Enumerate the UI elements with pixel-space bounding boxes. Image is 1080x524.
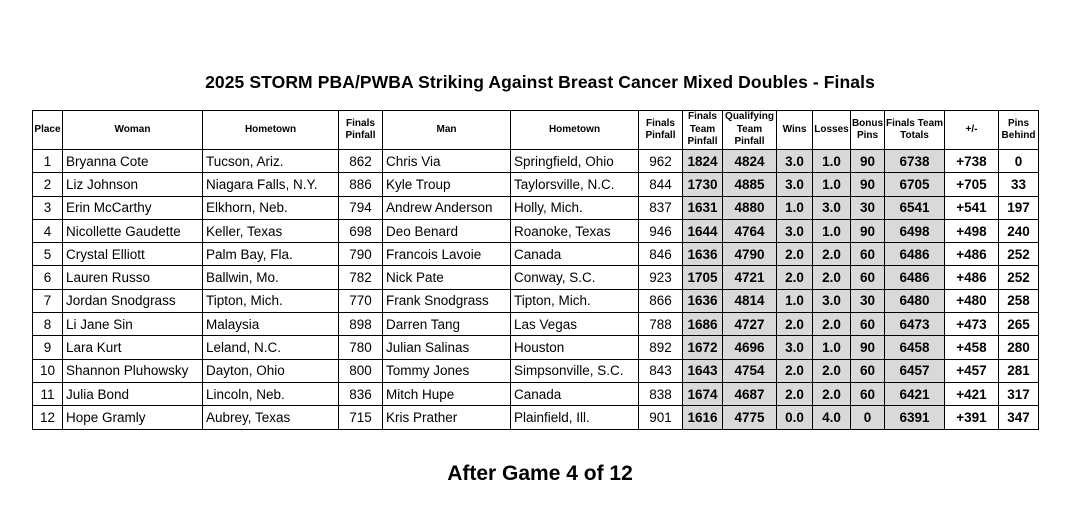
- place-cell: 6: [33, 266, 63, 289]
- team-pinfall-cell: 1631: [683, 196, 723, 219]
- wins-cell: 2.0: [777, 313, 813, 336]
- woman-cell: Li Jane Sin: [63, 313, 203, 336]
- team-totals-cell: 6421: [885, 382, 945, 405]
- header-bonus-pins: Bonus Pins: [851, 111, 885, 150]
- pins-behind-cell: 280: [999, 336, 1039, 359]
- place-cell: 4: [33, 219, 63, 242]
- losses-cell: 2.0: [813, 382, 851, 405]
- plus-minus-cell: +498: [945, 219, 999, 242]
- woman-pinfall-cell: 898: [339, 313, 383, 336]
- team-pinfall-cell: 1644: [683, 219, 723, 242]
- man-hometown-cell: Canada: [511, 382, 639, 405]
- bonus-pins-cell: 30: [851, 196, 885, 219]
- woman-hometown-cell: Palm Bay, Fla.: [203, 243, 339, 266]
- qualifying-pinfall-cell: 4764: [723, 219, 777, 242]
- woman-cell: Erin McCarthy: [63, 196, 203, 219]
- man-hometown-cell: Simpsonville, S.C.: [511, 359, 639, 382]
- man-cell: Tommy Jones: [383, 359, 511, 382]
- wins-cell: 2.0: [777, 243, 813, 266]
- man-cell: Francois Lavoie: [383, 243, 511, 266]
- header-woman-finals-pinfall: Finals Pinfall: [339, 111, 383, 150]
- table-row: [33, 289, 1039, 312]
- losses-cell: 1.0: [813, 173, 851, 196]
- team-totals-cell: 6498: [885, 219, 945, 242]
- pins-behind-cell: 33: [999, 173, 1039, 196]
- table-row: [33, 313, 1039, 336]
- man-pinfall-cell: 843: [639, 359, 683, 382]
- woman-pinfall-cell: 794: [339, 196, 383, 219]
- man-pinfall-cell: 892: [639, 336, 683, 359]
- woman-cell: Julia Bond: [63, 382, 203, 405]
- place-cell: 2: [33, 173, 63, 196]
- table-row: [33, 173, 1039, 196]
- man-pinfall-cell: 946: [639, 219, 683, 242]
- team-totals-cell: 6486: [885, 243, 945, 266]
- wins-cell: 0.0: [777, 406, 813, 429]
- qualifying-pinfall-cell: 4687: [723, 382, 777, 405]
- qualifying-pinfall-cell: 4814: [723, 289, 777, 312]
- woman-hometown-cell: Keller, Texas: [203, 219, 339, 242]
- team-pinfall-cell: 1643: [683, 359, 723, 382]
- woman-cell: Liz Johnson: [63, 173, 203, 196]
- header-finals-team-totals: Finals Team Totals: [885, 111, 945, 150]
- man-cell: Andrew Anderson: [383, 196, 511, 219]
- man-hometown-cell: Roanoke, Texas: [511, 219, 639, 242]
- woman-pinfall-cell: 780: [339, 336, 383, 359]
- place-cell: 1: [33, 150, 63, 173]
- plus-minus-cell: +457: [945, 359, 999, 382]
- qualifying-pinfall-cell: 4790: [723, 243, 777, 266]
- wins-cell: 2.0: [777, 359, 813, 382]
- header-place: Place: [33, 111, 63, 150]
- woman-pinfall-cell: 886: [339, 173, 383, 196]
- team-pinfall-cell: 1672: [683, 336, 723, 359]
- place-cell: 3: [33, 196, 63, 219]
- wins-cell: 3.0: [777, 336, 813, 359]
- man-hometown-cell: Conway, S.C.: [511, 266, 639, 289]
- woman-hometown-cell: Ballwin, Mo.: [203, 266, 339, 289]
- wins-cell: 3.0: [777, 219, 813, 242]
- losses-cell: 3.0: [813, 289, 851, 312]
- losses-cell: 3.0: [813, 196, 851, 219]
- team-totals-cell: 6473: [885, 313, 945, 336]
- man-pinfall-cell: 923: [639, 266, 683, 289]
- bonus-pins-cell: 0: [851, 406, 885, 429]
- standings-table: [32, 110, 1039, 430]
- team-totals-cell: 6738: [885, 150, 945, 173]
- qualifying-pinfall-cell: 4754: [723, 359, 777, 382]
- wins-cell: 2.0: [777, 382, 813, 405]
- team-pinfall-cell: 1636: [683, 243, 723, 266]
- plus-minus-cell: +486: [945, 266, 999, 289]
- team-pinfall-cell: 1824: [683, 150, 723, 173]
- man-hometown-cell: Las Vegas: [511, 313, 639, 336]
- pins-behind-cell: 197: [999, 196, 1039, 219]
- header-losses: Losses: [813, 111, 851, 150]
- man-pinfall-cell: 866: [639, 289, 683, 312]
- table-row: [33, 382, 1039, 405]
- woman-pinfall-cell: 836: [339, 382, 383, 405]
- team-totals-cell: 6457: [885, 359, 945, 382]
- plus-minus-cell: +480: [945, 289, 999, 312]
- man-cell: Nick Pate: [383, 266, 511, 289]
- man-hometown-cell: Taylorsville, N.C.: [511, 173, 639, 196]
- pins-behind-cell: 258: [999, 289, 1039, 312]
- woman-hometown-cell: Lincoln, Neb.: [203, 382, 339, 405]
- team-pinfall-cell: 1616: [683, 406, 723, 429]
- qualifying-pinfall-cell: 4696: [723, 336, 777, 359]
- man-pinfall-cell: 838: [639, 382, 683, 405]
- place-cell: 7: [33, 289, 63, 312]
- pins-behind-cell: 240: [999, 219, 1039, 242]
- bonus-pins-cell: 60: [851, 359, 885, 382]
- team-pinfall-cell: 1674: [683, 382, 723, 405]
- woman-hometown-cell: Elkhorn, Neb.: [203, 196, 339, 219]
- header-man-finals-pinfall: Finals Pinfall: [639, 111, 683, 150]
- pins-behind-cell: 0: [999, 150, 1039, 173]
- table-row: [33, 336, 1039, 359]
- man-cell: Deo Benard: [383, 219, 511, 242]
- woman-pinfall-cell: 790: [339, 243, 383, 266]
- qualifying-pinfall-cell: 4775: [723, 406, 777, 429]
- plus-minus-cell: +473: [945, 313, 999, 336]
- qualifying-pinfall-cell: 4880: [723, 196, 777, 219]
- pins-behind-cell: 281: [999, 359, 1039, 382]
- bonus-pins-cell: 90: [851, 219, 885, 242]
- woman-hometown-cell: Dayton, Ohio: [203, 359, 339, 382]
- losses-cell: 1.0: [813, 219, 851, 242]
- table-row: [33, 196, 1039, 219]
- woman-pinfall-cell: 862: [339, 150, 383, 173]
- man-cell: Darren Tang: [383, 313, 511, 336]
- header-woman-hometown: Hometown: [203, 111, 339, 150]
- header-man-hometown: Hometown: [511, 111, 639, 150]
- man-cell: Chris Via: [383, 150, 511, 173]
- team-totals-cell: 6541: [885, 196, 945, 219]
- woman-cell: Hope Gramly: [63, 406, 203, 429]
- woman-cell: Crystal Elliott: [63, 243, 203, 266]
- plus-minus-cell: +486: [945, 243, 999, 266]
- header-man: Man: [383, 111, 511, 150]
- man-pinfall-cell: 962: [639, 150, 683, 173]
- header-pins-behind: Pins Behind: [999, 111, 1039, 150]
- man-pinfall-cell: 788: [639, 313, 683, 336]
- header-finals-team-pinfall: Finals Team Pinfall: [683, 111, 723, 150]
- bonus-pins-cell: 60: [851, 313, 885, 336]
- woman-cell: Jordan Snodgrass: [63, 289, 203, 312]
- woman-cell: Lara Kurt: [63, 336, 203, 359]
- losses-cell: 1.0: [813, 150, 851, 173]
- team-totals-cell: 6480: [885, 289, 945, 312]
- woman-pinfall-cell: 698: [339, 219, 383, 242]
- woman-pinfall-cell: 715: [339, 406, 383, 429]
- woman-hometown-cell: Tipton, Mich.: [203, 289, 339, 312]
- man-pinfall-cell: 901: [639, 406, 683, 429]
- table-row: [33, 266, 1039, 289]
- team-totals-cell: 6458: [885, 336, 945, 359]
- plus-minus-cell: +421: [945, 382, 999, 405]
- qualifying-pinfall-cell: 4721: [723, 266, 777, 289]
- team-pinfall-cell: 1705: [683, 266, 723, 289]
- man-cell: Julian Salinas: [383, 336, 511, 359]
- losses-cell: 4.0: [813, 406, 851, 429]
- woman-hometown-cell: Niagara Falls, N.Y.: [203, 173, 339, 196]
- losses-cell: 2.0: [813, 266, 851, 289]
- bonus-pins-cell: 60: [851, 243, 885, 266]
- losses-cell: 2.0: [813, 313, 851, 336]
- game-progress-caption: After Game 4 of 12: [447, 462, 633, 485]
- man-cell: Kyle Troup: [383, 173, 511, 196]
- losses-cell: 1.0: [813, 336, 851, 359]
- table-row: [33, 150, 1039, 173]
- team-pinfall-cell: 1686: [683, 313, 723, 336]
- plus-minus-cell: +541: [945, 196, 999, 219]
- bonus-pins-cell: 30: [851, 289, 885, 312]
- woman-hometown-cell: Aubrey, Texas: [203, 406, 339, 429]
- bonus-pins-cell: 90: [851, 173, 885, 196]
- man-hometown-cell: Plainfield, Ill.: [511, 406, 639, 429]
- table-row: [33, 219, 1039, 242]
- woman-hometown-cell: Leland, N.C.: [203, 336, 339, 359]
- page-title: 2025 STORM PBA/PWBA Striking Against Breast Cancer Mixed Doubles - Finals: [205, 72, 875, 92]
- qualifying-pinfall-cell: 4824: [723, 150, 777, 173]
- pins-behind-cell: 317: [999, 382, 1039, 405]
- team-totals-cell: 6486: [885, 266, 945, 289]
- header-wins: Wins: [777, 111, 813, 150]
- pins-behind-cell: 252: [999, 243, 1039, 266]
- woman-cell: Nicollette Gaudette: [63, 219, 203, 242]
- plus-minus-cell: +738: [945, 150, 999, 173]
- wins-cell: 1.0: [777, 289, 813, 312]
- wins-cell: 1.0: [777, 196, 813, 219]
- losses-cell: 2.0: [813, 243, 851, 266]
- header-plus-minus: +/-: [945, 111, 999, 150]
- qualifying-pinfall-cell: 4885: [723, 173, 777, 196]
- plus-minus-cell: +705: [945, 173, 999, 196]
- header-row: [33, 111, 1039, 150]
- man-pinfall-cell: 846: [639, 243, 683, 266]
- man-hometown-cell: Springfield, Ohio: [511, 150, 639, 173]
- woman-pinfall-cell: 782: [339, 266, 383, 289]
- place-cell: 8: [33, 313, 63, 336]
- bonus-pins-cell: 90: [851, 336, 885, 359]
- woman-cell: Lauren Russo: [63, 266, 203, 289]
- pins-behind-cell: 347: [999, 406, 1039, 429]
- man-cell: Mitch Hupe: [383, 382, 511, 405]
- place-cell: 9: [33, 336, 63, 359]
- woman-cell: Bryanna Cote: [63, 150, 203, 173]
- woman-pinfall-cell: 770: [339, 289, 383, 312]
- man-hometown-cell: Canada: [511, 243, 639, 266]
- team-pinfall-cell: 1636: [683, 289, 723, 312]
- bonus-pins-cell: 60: [851, 382, 885, 405]
- wins-cell: 2.0: [777, 266, 813, 289]
- man-hometown-cell: Houston: [511, 336, 639, 359]
- wins-cell: 3.0: [777, 173, 813, 196]
- bonus-pins-cell: 60: [851, 266, 885, 289]
- team-pinfall-cell: 1730: [683, 173, 723, 196]
- plus-minus-cell: +391: [945, 406, 999, 429]
- header-woman: Woman: [63, 111, 203, 150]
- man-pinfall-cell: 844: [639, 173, 683, 196]
- plus-minus-cell: +458: [945, 336, 999, 359]
- qualifying-pinfall-cell: 4727: [723, 313, 777, 336]
- pins-behind-cell: 252: [999, 266, 1039, 289]
- woman-cell: Shannon Pluhowsky: [63, 359, 203, 382]
- man-cell: Kris Prather: [383, 406, 511, 429]
- man-cell: Frank Snodgrass: [383, 289, 511, 312]
- place-cell: 11: [33, 382, 63, 405]
- place-cell: 5: [33, 243, 63, 266]
- man-hometown-cell: Holly, Mich.: [511, 196, 639, 219]
- losses-cell: 2.0: [813, 359, 851, 382]
- woman-hometown-cell: Malaysia: [203, 313, 339, 336]
- table-row: [33, 359, 1039, 382]
- woman-pinfall-cell: 800: [339, 359, 383, 382]
- man-pinfall-cell: 837: [639, 196, 683, 219]
- team-totals-cell: 6705: [885, 173, 945, 196]
- table-row: [33, 243, 1039, 266]
- team-totals-cell: 6391: [885, 406, 945, 429]
- table-row: [33, 406, 1039, 429]
- wins-cell: 3.0: [777, 150, 813, 173]
- pins-behind-cell: 265: [999, 313, 1039, 336]
- header-qualifying-team-pinfall: Qualifying Team Pinfall: [723, 111, 777, 150]
- woman-hometown-cell: Tucson, Ariz.: [203, 150, 339, 173]
- man-hometown-cell: Tipton, Mich.: [511, 289, 639, 312]
- place-cell: 12: [33, 406, 63, 429]
- bonus-pins-cell: 90: [851, 150, 885, 173]
- place-cell: 10: [33, 359, 63, 382]
